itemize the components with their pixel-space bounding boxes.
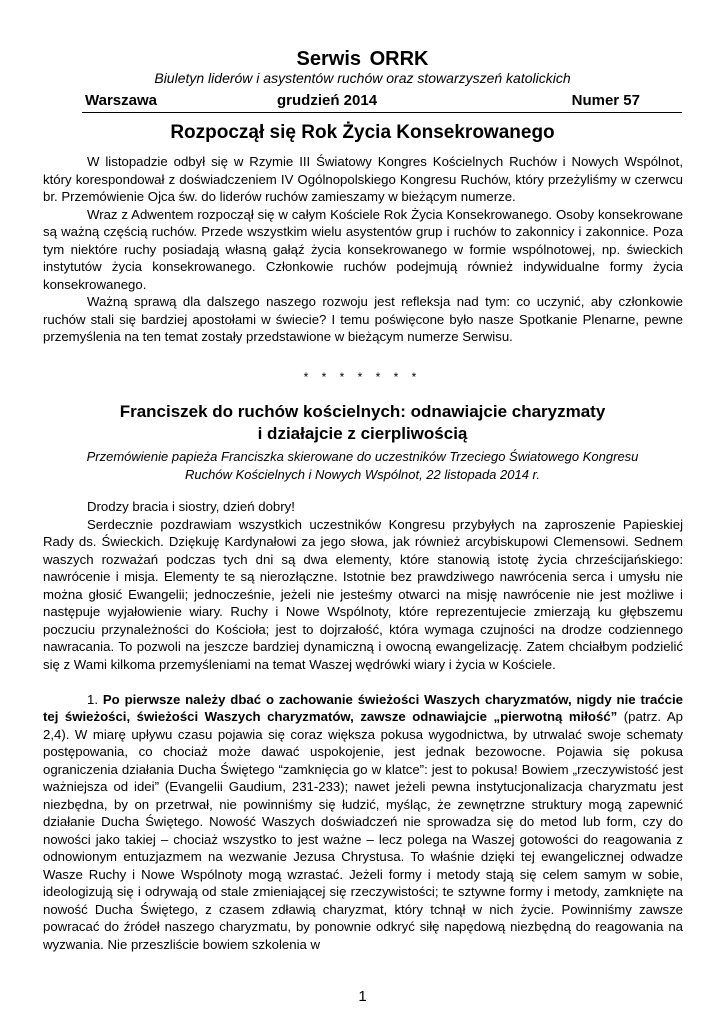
section-separator: * * * * * * * bbox=[303, 370, 422, 384]
masthead-info-row bbox=[85, 91, 640, 111]
article1-paragraph: Wraz z Adwentem rozpoczął się w całym Kościele Rok Życia Konsekrowanego. Osoby konsekrowane są ważną częścią ruchów. Przede wszystkim wielu asystentów grup i ruchów to zakonnicy i zakonnice. Poza tym niektóre ruchy posiadają własną gałąź życia konsekrowanego w formie wspólnotowej, np. świeckich instytutów życia konsekrowanego. Członkowie ruchów podejmują również indywidualne formy życia konsekrowanego. bbox=[43, 206, 683, 292]
article2-subtitle-line: Ruchów Kościelnych i Nowych Wspólnot, 22 listopada 2014 r. bbox=[184, 467, 541, 482]
article1-body bbox=[43, 153, 683, 346]
masthead-date: grudzień 2014 bbox=[277, 92, 378, 109]
article2-title-line: Franciszek do ruchów kościelnych: odnawiajcie charyzmaty bbox=[119, 402, 606, 421]
article2-subtitle bbox=[0, 448, 725, 484]
article2-paragraph: Serdecznie pozdrawiam wszystkich uczestników Kongresu przybyłych na zaproszenie Papieskiej Rady ds. Świeckich. Dziękuję Kardynałowi za jego słowa, jak również arcybiskupowi Clemensowi. Sednem waszych rozważań podczas tych dni są dwa elementy, które stanowią istotę życia chrześcijańskiego: nawrócenie i misja. Elementy te są nierozłączne. Istotnie bez prawdziwego nawrócenia serca i umysłu nie można głosić Ewangelii; jednocześnie, jeżeli nie jesteśmy otwarci na misję nawrócenie nie jest możliwe i następuje wyjałowienie wiary. Ruchy i Nowe Wspólnoty, które reprezentujecie zmierzają ku głębszemu poczuciu przynależności do Kościoła; jest to dojrzałość, która wymaga czujności na drodze codziennego nawracania. To pozwoli na jeszcze bardziej dynamiczną i owocną ewangelizację. Zatem chciałbym podzielić się z Wami kilkoma przemyśleniami na temat Waszej wędrówki wiary i życia w Kościele. bbox=[43, 516, 683, 672]
masthead-city: Warszawa bbox=[85, 92, 157, 109]
article2-subtitle-line: Przemówienie papieża Franciszka skierowane do uczestników Trzeciego Światowego Kongresu bbox=[86, 449, 639, 464]
article2-title bbox=[0, 401, 725, 445]
article1-paragraph: Ważną sprawą dla dalszego naszego rozwoju jest refleksja nad tym: co uczynić, aby członkowie ruchów stali się bardziej apostołami w świecie? I temu poświęcone było nasze Spotkanie Plenarne, pewne przemyślenia na ten temat zostały przedstawione w bieżącym numerze Serwisu. bbox=[43, 294, 683, 344]
article1-title: Rozpoczął się Rok Życia Konsekrowanego bbox=[170, 122, 555, 143]
point1-paragraph bbox=[43, 691, 683, 954]
article2-body bbox=[43, 498, 683, 953]
masthead-issue-number: Numer 57 bbox=[571, 92, 640, 109]
page-number: 1 bbox=[358, 988, 367, 1005]
greeting-paragraph: Drodzy bracia i siostry, dzień dobry! bbox=[87, 499, 295, 514]
article2-title-line: i działajcie z cierpliwością bbox=[257, 424, 468, 443]
article1-paragraph: W listopadzie odbył się w Rzymie III Światowy Kongres Kościelnych Ruchów i Nowych Wspólnot, który korespondował z doświadczeniem IV Ogólnopolskiego Kongresu Ruchów, który przeżyliśmy w czerwcu br. Przemówienie Ojca św. do liderów ruchów zamieszamy w bieżącym numerze. bbox=[43, 154, 683, 204]
masthead-divider bbox=[82, 112, 682, 113]
newsletter-title: Serwis ORRK bbox=[296, 48, 429, 70]
point1-text: (patrz. Ap 2,4). W miarę upływu czasu pojawia się coraz większa pokusa wygodnictwa, by utrwalać swoje schematy postępowania, co chociaż może dawać uspokojenie, jest jednak bezowocne. Pojawia się pokusa ograniczenia działania Ducha Świętego “zamknięcia go w klatce”: jest to pokusa! Bowiem „rzeczywistość jest ważniejsza od idei” (Evangelii Gaudium, 231-233); nawet jeżeli pewna instytucjonalizacja charyzmatu jest niezbędna, by on przetrwał, nie powinniśmy się łudzić, myśląc, że zewnętrzne struktury mogą zapewnić działanie Ducha Świętego. Nowość Waszych doświadczeń nie sprowadza się do metod lub form, czy do nowości jako takiej – chociaż wszystko to jest ważne – lecz polega na Waszej gotowości do reagowania z odnowionym entuzjazmem na wezwanie Jezusa Chrystusa. To właśnie dzięki tej ewangelicznej odwadze Wasze Ruchy i Nowe Wspólnoty mogą wzrastać. Jeżeli formy i metody stają się celem samym w sobie, ideologizują się i odrywają od stale zmieniającej się rzeczywistości; te sztywne formy i metody, zamknięte na nowość Ducha Świętego, z czasem zdławią charyzmat, który tchnął w nich życie. Powinniśmy zawsze powracać do źródeł naszego charyzmatu, by ponownie odkryć siłę napędową niezbędną do reagowania na wyzwania. Nie przeszliście bowiem szkolenia w bbox=[43, 709, 683, 952]
point1-number: 1. bbox=[87, 691, 98, 707]
point1-emphasis: Po pierwsze należy dbać o zachowanie świeżości Waszych charyzmatów, nigdy nie traćcie tej świeżości, świeżości Waszych charyzmatów, zawsze odnawiajcie „pierwotną miłość” bbox=[43, 691, 683, 724]
newsletter-subtitle: Biuletyn liderów i asystentów ruchów oraz stowarzyszeń katolickich bbox=[154, 70, 571, 86]
